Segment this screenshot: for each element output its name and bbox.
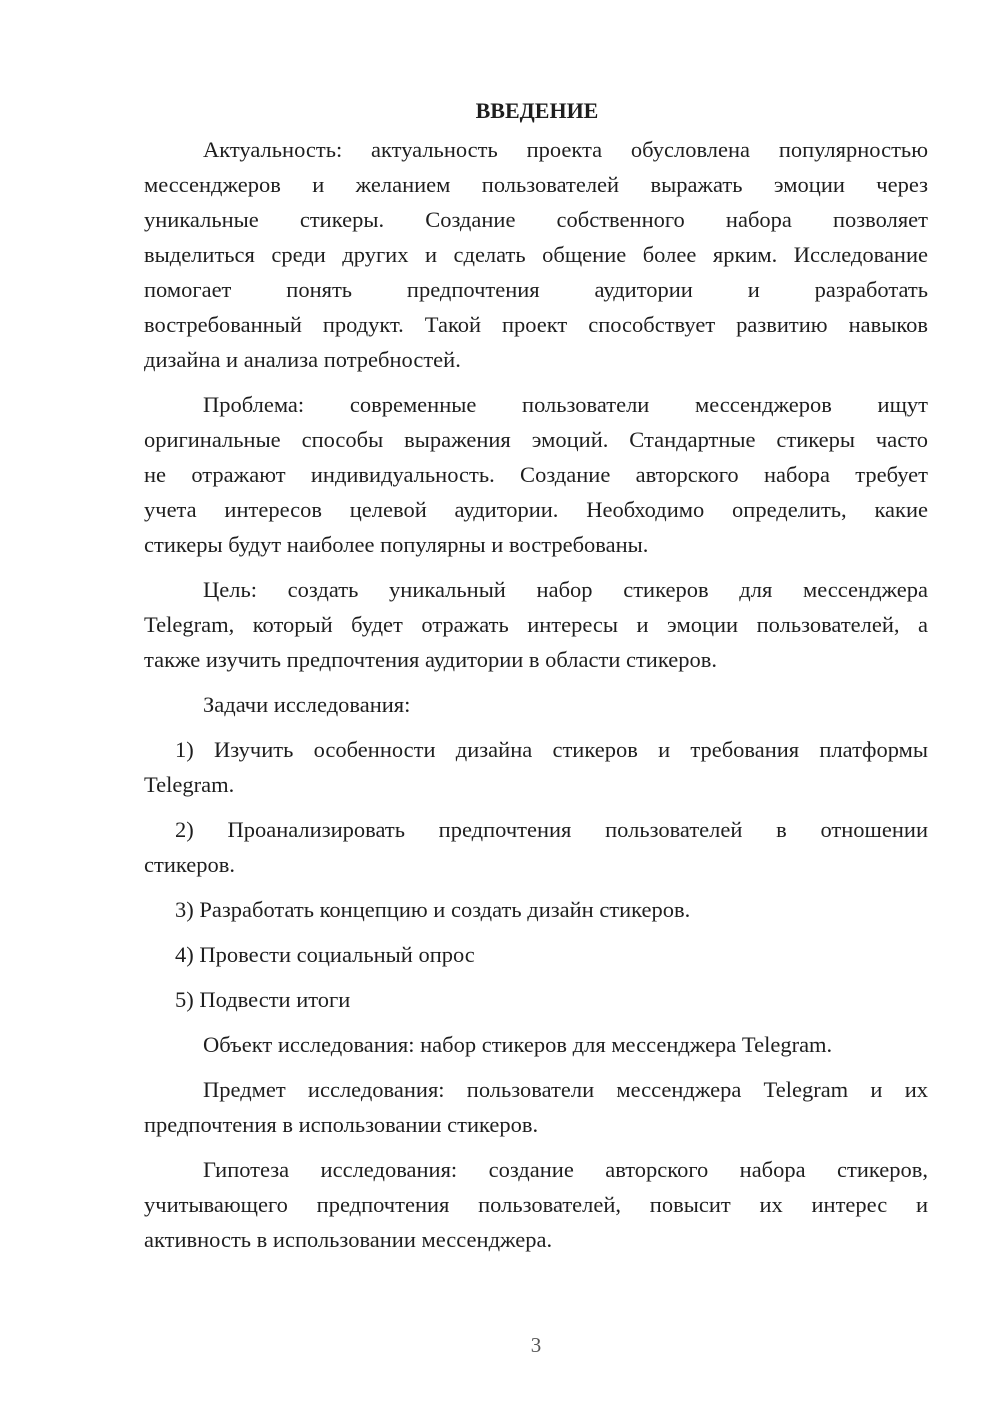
text-line: предпочтения в использовании стикеров.: [144, 1112, 539, 1137]
paragraph-relevance: [144, 132, 928, 377]
text-line: выделиться среди других и сделать общение более ярким. Исследование: [144, 242, 928, 267]
text-line: 4) Провести социальный опрос: [175, 942, 475, 967]
text-line: помогает понять предпочтения аудитории и разработать: [144, 277, 928, 302]
text-line: стикеры будут наиболее популярны и востребованы.: [144, 532, 649, 557]
text-line: Задачи исследования:: [203, 692, 411, 717]
text-line: 1) Изучить особенности дизайна стикеров и требования платформы: [175, 737, 928, 762]
text-line: Гипотеза исследования: создание авторского набора стикеров,: [203, 1157, 928, 1182]
text-line: учитывающего предпочтения пользователей, повысит их интерес и: [144, 1192, 928, 1217]
text-line: учета интересов целевой аудитории. Необходимо определить, какие: [144, 497, 928, 522]
paragraph-hypothesis: [144, 1152, 928, 1257]
text-line: не отражают индивидуальность. Создание авторского набора требует: [144, 462, 928, 487]
list-item: [144, 982, 928, 1017]
text-line: оригинальные способы выражения эмоций. Стандартные стикеры часто: [144, 427, 928, 452]
text-line: Объект исследования: набор стикеров для мессенджера Telegram.: [203, 1032, 833, 1057]
paragraph-subject: [144, 1072, 928, 1142]
text-line: Telegram, который будет отражать интересы и эмоции пользователей, а: [144, 612, 928, 637]
list-item: [144, 892, 928, 927]
text-line: 5) Подвести итоги: [175, 987, 351, 1012]
text-line: 3) Разработать концепцию и создать дизайн стикеров.: [175, 897, 691, 922]
paragraph-goal: [144, 572, 928, 677]
document-body: [144, 96, 928, 1267]
paragraph-tasks-heading: [144, 687, 928, 722]
list-item: [144, 937, 928, 972]
text-line: уникальные стикеры. Создание собственного набора позволяет: [144, 207, 928, 232]
paragraph-problem: [144, 387, 928, 562]
text-line: Telegram.: [144, 772, 235, 797]
page-number: 3: [530, 1333, 542, 1357]
text-line: Цель: создать уникальный набор стикеров для мессенджера: [203, 577, 928, 602]
list-item: [144, 812, 928, 882]
text-line: дизайна и анализа потребностей.: [144, 347, 461, 372]
text-line: Проблема: современные пользователи мессенджеров ищут: [203, 392, 928, 417]
text-line: Актуальность: актуальность проекта обусловлена популярностью: [203, 137, 928, 162]
paragraph-object: [144, 1027, 928, 1062]
page-title: ВВЕДЕНИЕ: [475, 98, 599, 123]
text-line: Предмет исследования: пользователи мессенджера Telegram и их: [203, 1077, 928, 1102]
text-line: мессенджеров и желанием пользователей выражать эмоции через: [144, 172, 928, 197]
text-line: 2) Проанализировать предпочтения пользователей в отношении: [175, 817, 928, 842]
text-line: стикеров.: [144, 852, 235, 877]
text-line: востребованный продукт. Такой проект способствует развитию навыков: [144, 312, 928, 337]
text-line: также изучить предпочтения аудитории в области стикеров.: [144, 647, 717, 672]
text-line: активность в использовании мессенджера.: [144, 1227, 553, 1252]
list-item: [144, 732, 928, 802]
